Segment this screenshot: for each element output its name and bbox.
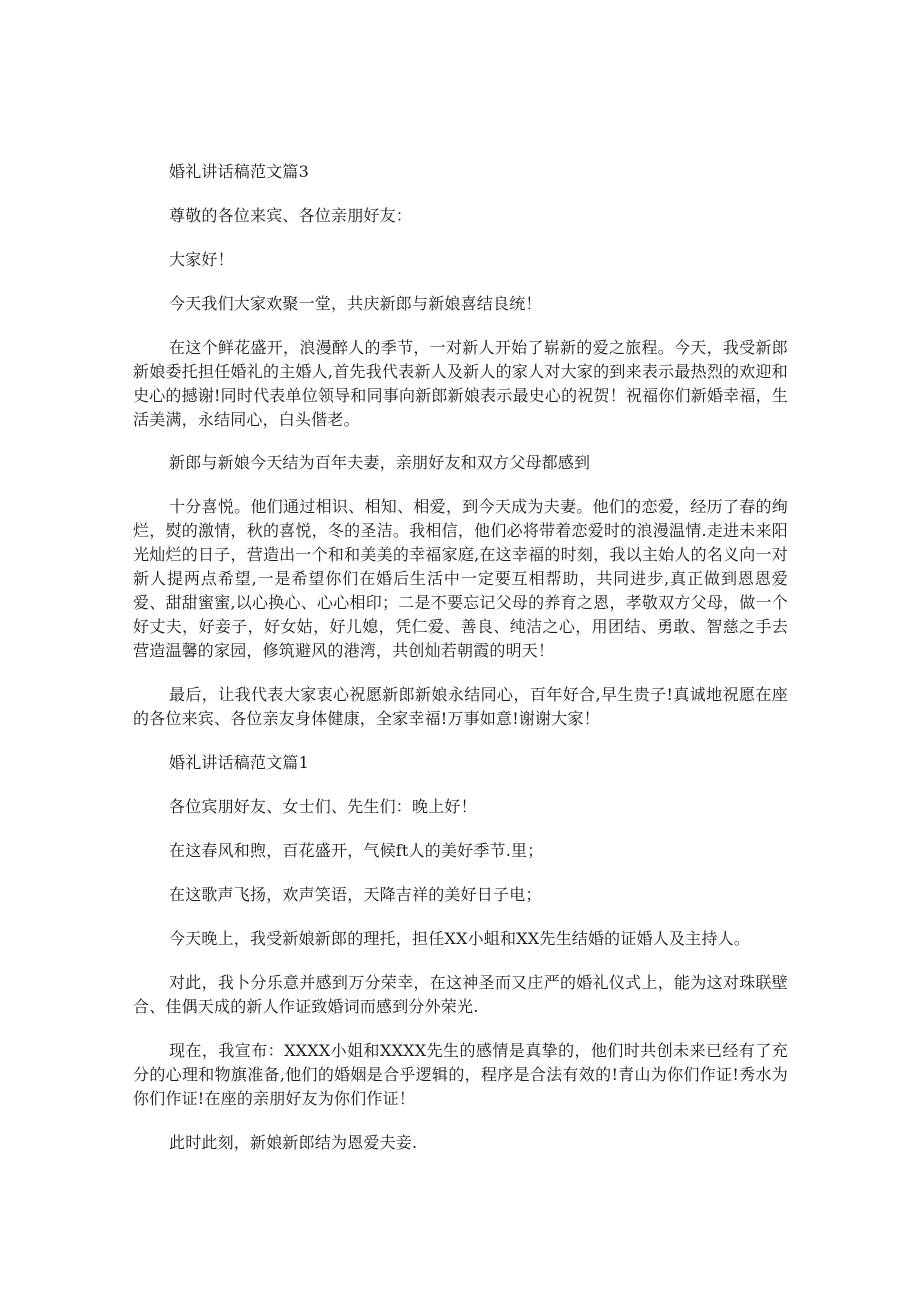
paragraph: 十分喜悦。他们通过相识、相知、相爱，到今天成为夫妻。他们的恋爱，经历了春的绚烂，熨的激情，秋的喜悦，冬的圣洁。我相信，他们必将带着恋爱时的浪漫温情.走进未来阳光灿烂的日子，营造出一个和和美美的幸福家庭,在这幸福的时刻，我以主始人的名义向一对新人提两点希望,一是希望你们在婚后生活中一定要互相帮助，共同进步,真正做到恩恩爱爱、甜甜蜜蜜,以心换心、心心相印；二是不要忘记父母的养育之恩，孝敬双方父母，做一个好丈夫，好妾子，好女姑，好儿媳，凭仁爱、善良、纯洁之心，用团结、勇敢、智慈之手去营造温馨的家园，修筑避风的港湾，共创灿若朝霞的明天！	[133, 497, 788, 660]
salutation: 各位宾朋好友、女士们、先生们：晚上好！	[169, 797, 477, 816]
paragraph: 现在，我宣布：XXXX小姐和XXXX先生的感情是真挚的，他们时共创未来已经有了充分的心理和物旗准备,他们的婚姻是合乎逻辑的，程序是合法有效的!青山为你们作证!秀水为你们作证!在座的亲朋好友为你们作证！	[133, 1041, 788, 1108]
paragraph: 在这歌声飞扬，欢声笑语，天降吉祥的美好日子电；	[169, 885, 542, 904]
section-heading: 婚礼讲话稿范文篇1	[169, 753, 309, 772]
paragraph: 今天晚上，我受新娘新郎的理托，担任XX小蛆和XX先生结婚的证婚人及主持人。	[169, 929, 750, 948]
section-heading: 婚礼讲话稿范文篇3	[169, 162, 309, 181]
paragraph: 在这个鲜花盛开，浪漫醉人的季节，一对新人开始了崭新的爱之旅程。今天，我受新郎新娘委托担任婚礼的主婚人,首先我代表新人及新人的家人对大家的到来表示最热烈的欢迎和史心的撼谢!同时代表单位领导和同事向新郎新娘表示最史心的祝贺！祝福你们新婚幸福，生活美满，永结同心，白头偕老。	[133, 338, 788, 429]
salutation: 尊敬的各位来宾、各位亲朋好友：	[169, 206, 413, 225]
paragraph: 对此，我卜分乐意并感到万分荣幸，在这神圣而又庄严的婚礼仪式上，能为这对珠联壁合、佳偶天成的新人作证致婚词而感到分外荣光.	[133, 973, 788, 1016]
paragraph: 此时此刻，新娘新郎结为恩爱夫妾.	[169, 1133, 418, 1152]
paragraph: 新郎与新娘今天结为百年夫妻，亲朋好友和双方父母都感到	[169, 453, 591, 472]
paragraph: 在这春风和煦，百花盛开，气候ft人的美好季节.里；	[169, 841, 544, 860]
document-body	[133, 160, 788, 1155]
paragraph: 最后，让我代表大家衷心祝愿新郎新娘永结同心，百年好合,早生贵子!真诚地祝愿在座的各位来宾、各位亲友身体健康，全家幸福!万事如意!谢谢大家！	[133, 685, 788, 728]
paragraph: 今天我们大家欢聚一堂，共庆新郎与新娘喜结良统！	[169, 294, 542, 313]
greeting: 大家好！	[169, 250, 234, 269]
